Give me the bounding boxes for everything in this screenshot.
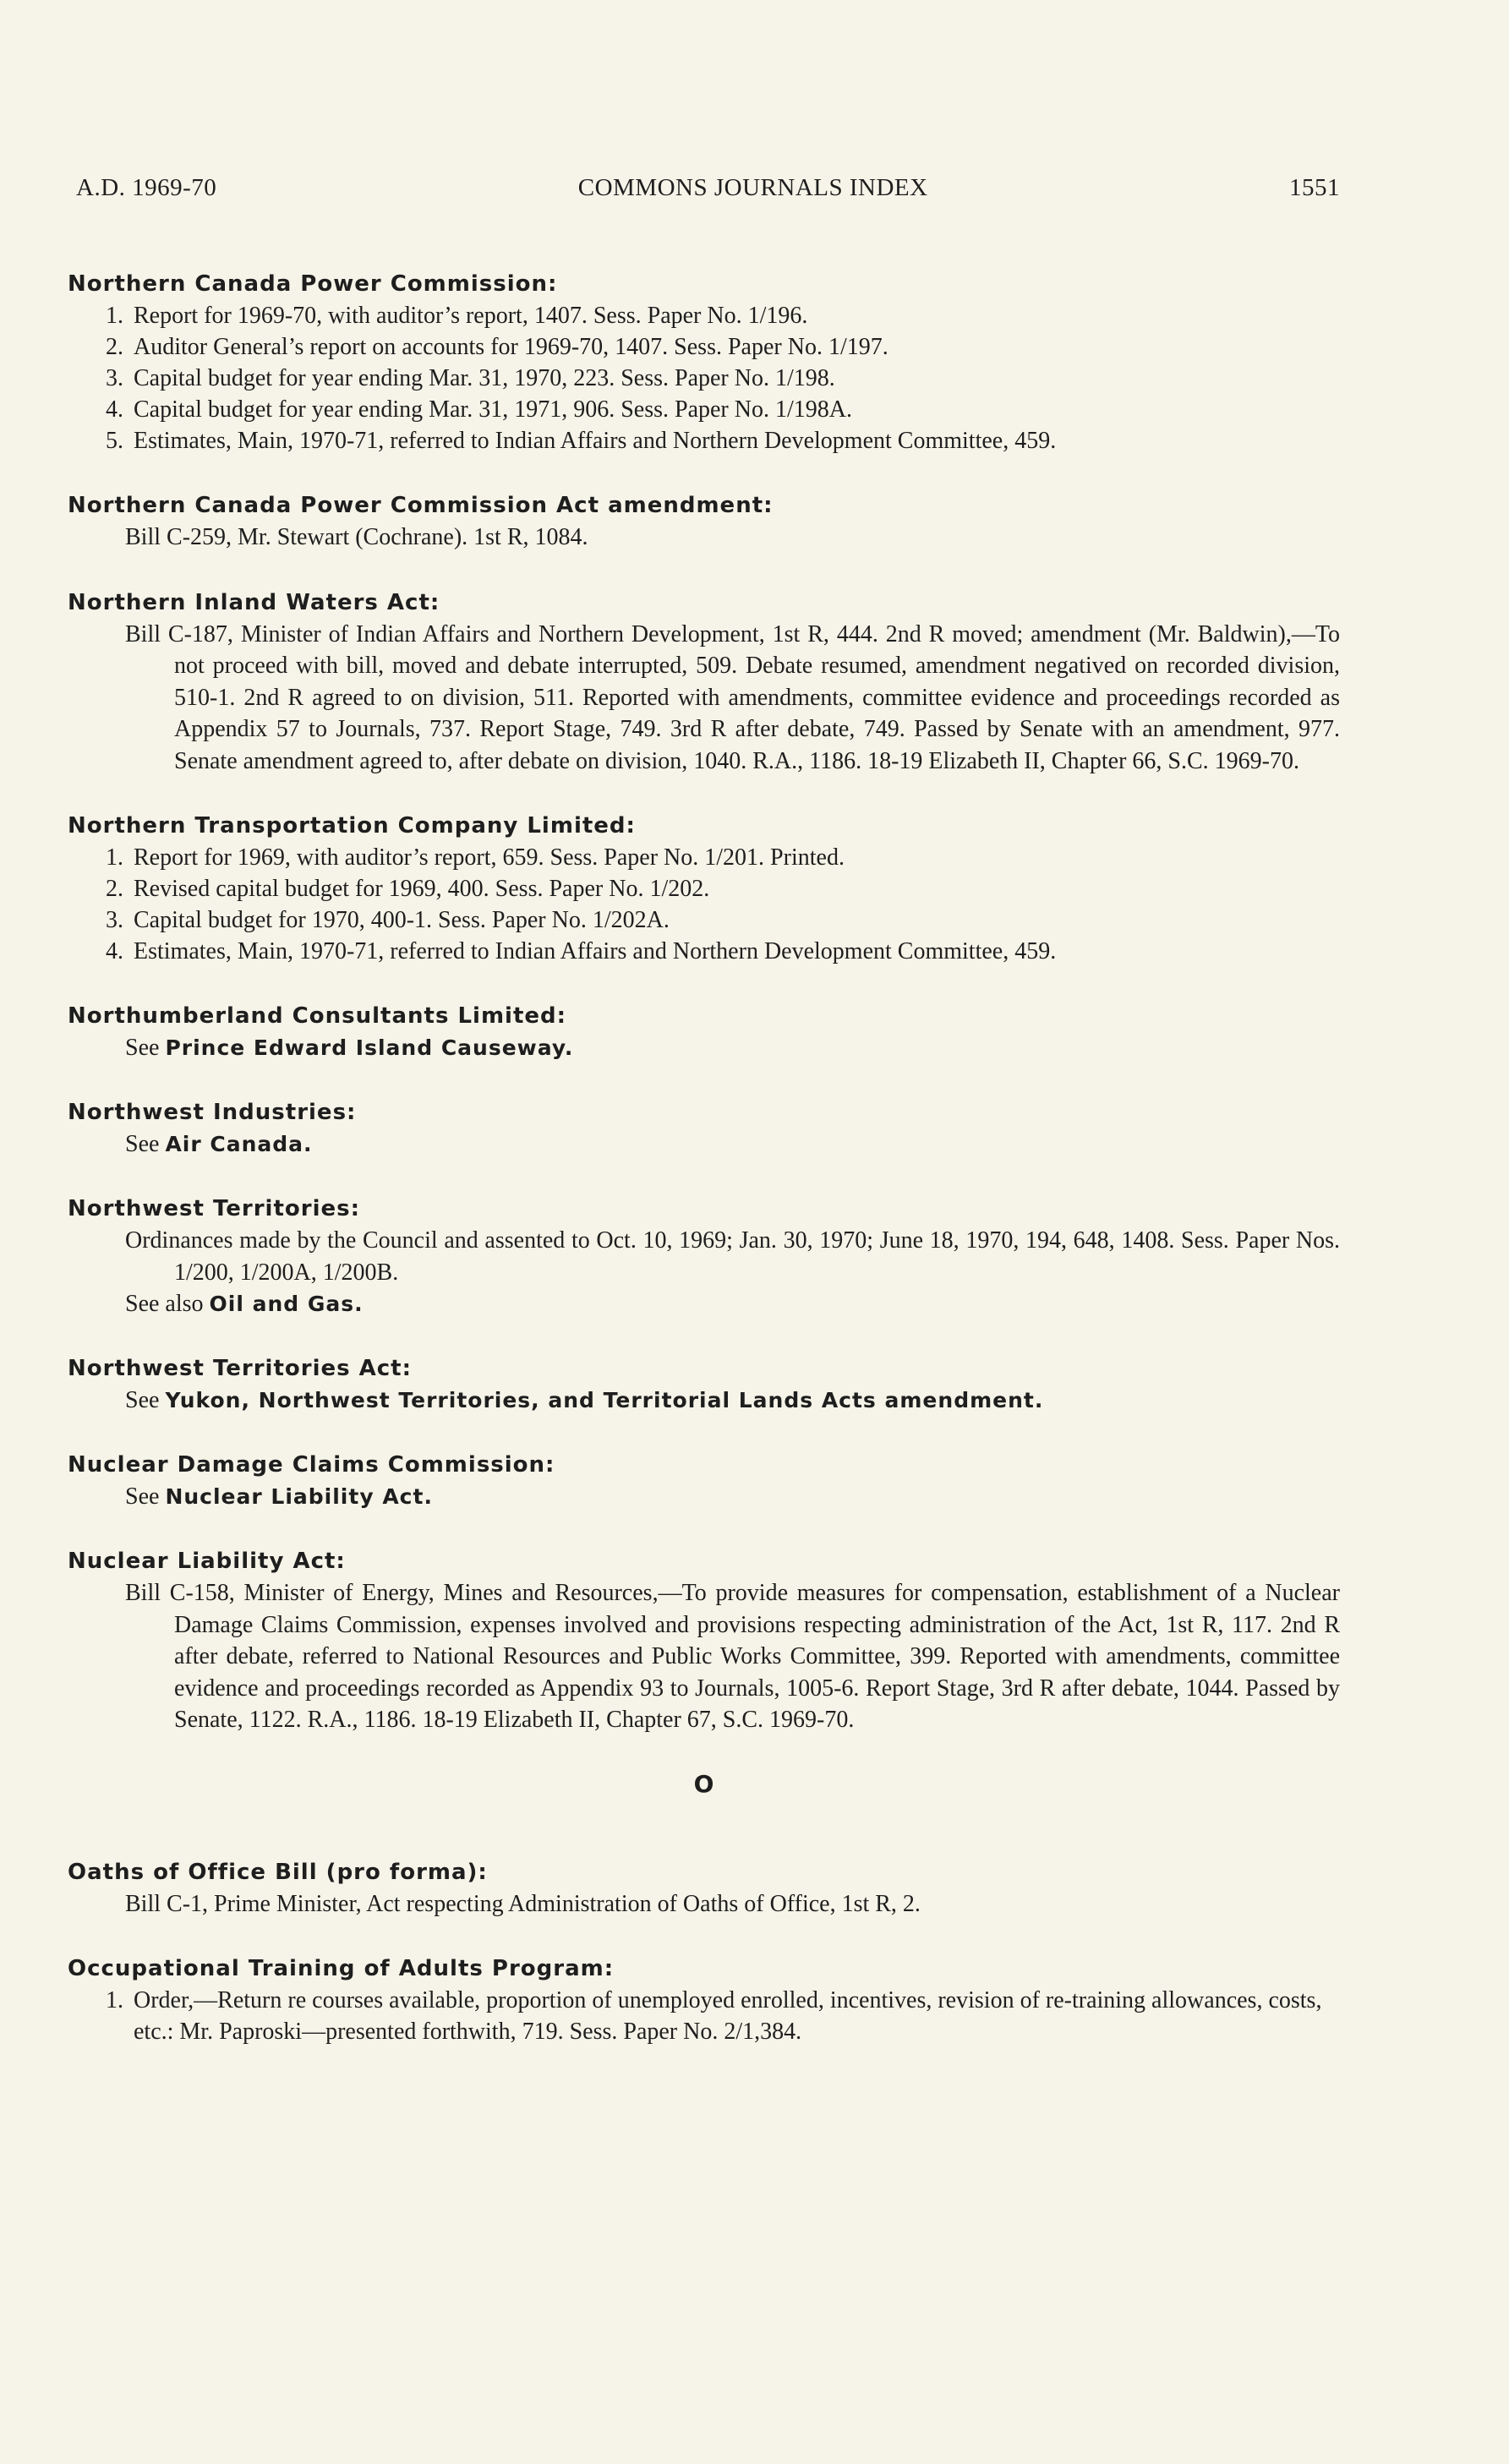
index-entry [68, 490, 1340, 554]
header-title: COMMONS JOURNALS INDEX [577, 174, 928, 201]
see-reference: See Yukon, Northwest Territories, and Territorial Lands Acts amendment. [125, 1387, 1044, 1413]
cross-reference-link[interactable]: Prince Edward Island Causeway. [165, 1035, 574, 1060]
numbered-item: 3. Capital budget for year ending Mar. 31, 1970, 223. Sess. Paper No. 1/198. [106, 365, 835, 391]
numbered-item: 4. Capital budget for year ending Mar. 31, 1971, 906. Sess. Paper No. 1/198A. [106, 396, 852, 423]
index-entry [68, 811, 1340, 967]
index-entry [68, 269, 1340, 456]
entry-heading: Northern Transportation Company Limited: [68, 813, 636, 839]
entry-heading: Northwest Territories Act: [68, 1356, 413, 1381]
entry-heading: Nuclear Damage Claims Commission: [68, 1452, 555, 1478]
entry-text: Bill C-187, Minister of Indian Affairs and Northern Development, 1st R, 444. 2nd R moved; amendment (Mr. Baldwin),—To not proceed with bill, moved and debate interrupted, 509. Debate resumed, amendment negatived on recorded division, 510-1. 2nd R agreed to on division, 511. Reported with amendments, committee evidence and proceedings recorded as Appendix 57 to Journals, 737. Report Stage, 749. 3rd R after debate, 749. Passed by Senate with an amendment, 977. Senate amendment agreed to, after debate on division, 1040. R.A., 1186. 18-19 Elizabeth II, Chapter 66, S.C. 1969-70. [125, 620, 1340, 774]
cross-reference-link[interactable]: Air Canada. [165, 1132, 313, 1156]
page-number: 1551 [1289, 174, 1340, 201]
cross-reference-link[interactable]: Nuclear Liability Act. [165, 1484, 433, 1509]
running-header [76, 174, 1340, 202]
index-entry [68, 1857, 1340, 1920]
entry-heading: Northwest Territories: [68, 1196, 360, 1221]
index-entry [68, 1001, 1340, 1063]
cross-reference-link[interactable]: Oil and Gas. [209, 1292, 364, 1316]
entry-heading: Northern Inland Waters Act: [68, 589, 440, 615]
index-entry [68, 1546, 1340, 1736]
index-content [68, 269, 1340, 2081]
index-entry [68, 1097, 1340, 1160]
entry-heading: Occupational Training of Adults Program: [68, 1956, 615, 1981]
see-reference: See Prince Edward Island Causeway. [125, 1035, 574, 1061]
see-reference: See also Oil and Gas. [125, 1291, 364, 1317]
entry-text: Bill C-259, Mr. Stewart (Cochrane). 1st R, 1084. [125, 524, 588, 550]
entry-text: Bill C-1, Prime Minister, Act respecting Administration of Oaths of Office, 1st R, 2. [125, 1890, 921, 1917]
numbered-item: 3. Capital budget for 1970, 400-1. Sess. Paper No. 1/202A. [106, 907, 670, 933]
index-entry [68, 1194, 1340, 1319]
entry-heading: Northwest Industries: [68, 1100, 357, 1125]
entry-heading: Northumberland Consultants Limited: [68, 1003, 567, 1029]
entry-heading: Northern Canada Power Commission: [68, 271, 558, 297]
numbered-item: 5. Estimates, Main, 1970-71, referred to Indian Affairs and Northern Development Committee, 459. [106, 428, 1057, 454]
header-year: A.D. 1969-70 [76, 174, 217, 201]
index-entry [68, 1953, 1340, 2047]
cross-reference-link[interactable]: Yukon, Northwest Territories, and Territorial Lands Acts amendment. [165, 1388, 1044, 1412]
entry-heading: Northern Canada Power Commission Act amendment: [68, 493, 774, 518]
numbered-item: 2. Auditor General’s report on accounts for 1969-70, 1407. Sess. Paper No. 1/197. [106, 334, 888, 360]
numbered-item: 2. Revised capital budget for 1969, 400. Sess. Paper No. 1/202. [106, 876, 710, 902]
entry-heading: Oaths of Office Bill (pro forma): [68, 1859, 488, 1885]
index-entry [68, 587, 1340, 778]
index-entry [68, 1353, 1340, 1416]
entry-text: Ordinances made by the Council and assented to Oct. 10, 1969; Jan. 30, 1970; June 18, 1970, 194, 648, 1408. Sess. Paper Nos. 1/200, 1/200A, 1/200B. [125, 1227, 1340, 1286]
section-letter: O [693, 1769, 714, 1798]
entry-text: Bill C-158, Minister of Energy, Mines and Resources,—To provide measures for compensation, establishment of a Nuclear Damage Claims Commission, expenses involved and provisions respecting administration of the Act, 1st R, 117. 2nd R after debate, referred to National Resources and Public Works Committee, 399. Reported with amendments, committee evidence and proceedings recorded as Appendix 93 to Journals, 1005-6. Report Stage, 3rd R after debate, 1044. Passed by Senate, 1122. R.A., 1186. 18-19 Elizabeth II, Chapter 67, S.C. 1969-70. [125, 1580, 1340, 1733]
index-entry [68, 1450, 1340, 1512]
see-reference: See Nuclear Liability Act. [125, 1483, 433, 1510]
numbered-item: 4. Estimates, Main, 1970-71, referred to Indian Affairs and Northern Development Committee, 459. [106, 938, 1057, 964]
see-reference: See Air Canada. [125, 1131, 313, 1157]
numbered-item: 1. Report for 1969-70, with auditor’s report, 1407. Sess. Paper No. 1/196. [106, 303, 808, 329]
numbered-item: 1. Order,—Return re courses available, proportion of unemployed enrolled, incentives, revision of re-training allowances, costs, etc.: Mr. Paproski—presented forthwith, 719. Sess. Paper No. 2/1,384. [106, 1987, 1322, 2045]
entry-heading: Nuclear Liability Act: [68, 1549, 346, 1574]
numbered-item: 1. Report for 1969, with auditor’s report, 659. Sess. Paper No. 1/201. Printed. [106, 844, 845, 871]
